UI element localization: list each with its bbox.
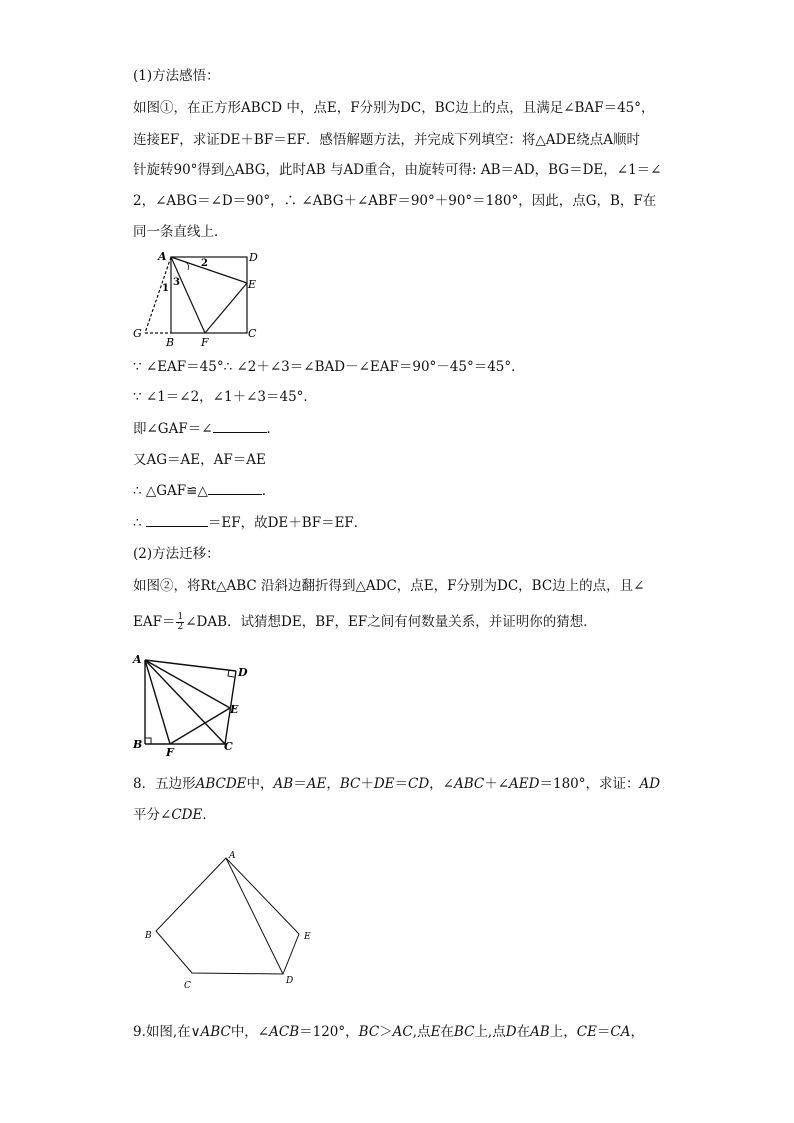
step3-line	[133, 418, 280, 439]
section2-line2-suffix: ∠DAB．试猜想DE，BF，EF之间有何数量关系，并证明你的猜想．	[185, 614, 597, 630]
segment-ef	[170, 708, 230, 744]
figure2-kite-diagram	[128, 650, 252, 758]
p9-math: AC	[392, 1024, 413, 1040]
label-a: A	[158, 250, 167, 263]
right-angle-mark-b	[145, 738, 151, 744]
section1-text-line2: 连接EF，求证DE＋BF＝EF．感悟解题方法，并完成下列填空：将△ADE绕点A顺时	[133, 132, 640, 148]
diagonal-ad	[226, 858, 283, 974]
label-e: E	[248, 278, 257, 291]
p9-text: 9.如图,在	[133, 1024, 191, 1040]
figure3-pentagon-diagram	[140, 845, 320, 995]
section1-heading: (1)方法感悟：	[133, 68, 220, 84]
p9-math: CE	[576, 1024, 597, 1040]
p9-text: ＝	[596, 1024, 611, 1040]
label-c: C	[184, 981, 191, 991]
p9-text: ，	[630, 1024, 645, 1040]
p8-math: AD	[639, 776, 661, 792]
problem8-line2	[133, 805, 216, 825]
p8-math: DE	[373, 776, 395, 792]
p8-text: 8．五边形	[133, 776, 196, 792]
label-e: E	[304, 932, 311, 942]
answer-blank-2[interactable]	[208, 480, 262, 495]
section2-text-line1: 如图②，将Rt△ABC 沿斜边翻折得到△ADC，点E，F分别为DC，BC边上的点，且∠	[133, 578, 645, 594]
section2-text-line2	[133, 612, 597, 632]
segment-ag	[145, 257, 171, 333]
p9-math: D	[505, 1024, 517, 1040]
p9-text: 上,点	[474, 1024, 506, 1040]
p8-text: 中，	[246, 776, 274, 792]
p9-text: 上，	[549, 1024, 577, 1040]
segment-af	[171, 257, 205, 333]
step4-text: 又AG＝AE，AF＝AE	[133, 452, 266, 468]
section1-text-line4: 2，∠ABG＝∠D＝90°，∴ ∠ABG＋∠ABF＝90°＋90°＝180°，因此，点G，B，F在	[133, 193, 657, 209]
p8-text: ，∠	[429, 776, 454, 792]
label-e: E	[230, 703, 239, 716]
p8-text: ，	[326, 776, 340, 792]
p8-math: CD	[408, 776, 430, 792]
p9-math: BC	[453, 1024, 475, 1040]
p8-math: CDE	[171, 807, 203, 823]
p8-math: AB	[273, 776, 294, 792]
section1-text-line3: 针旋转90°得到△ABG，此时AB 与AD重合，由旋转可得: AB＝AD，BG＝DE，∠1＝∠	[133, 162, 662, 178]
label-a: A	[229, 851, 236, 861]
p9-math: BC	[358, 1024, 380, 1040]
label-g: G	[133, 327, 142, 340]
p8-math: AE	[306, 776, 327, 792]
p9-text: 在	[440, 1024, 454, 1040]
p9-text: ＞	[379, 1024, 393, 1040]
label-f: F	[201, 336, 209, 349]
problem8-line1	[133, 774, 660, 794]
p9-math: ∨ABC	[190, 1024, 231, 1040]
p8-text: ＋∠	[484, 776, 510, 792]
step5-line	[133, 480, 275, 501]
step3-prefix: 即∠GAF＝∠	[133, 421, 213, 437]
label-b: B	[145, 931, 152, 941]
step1-text: ∵ ∠EAF＝45°∴ ∠2＋∠3＝∠BAD－∠EAF＝90°－45°＝45°．	[133, 359, 525, 375]
fraction-denominator: 2	[177, 622, 184, 632]
p8-math: ABCDE	[195, 776, 247, 792]
label-angle-1: 1	[162, 283, 169, 294]
section1-text-line1: 如图①，在正方形ABCD 中，点E，F分别为DC，BC边上的点，且满足∠BAF＝45°，	[133, 100, 655, 116]
p9-text: ＝120°，	[299, 1024, 359, 1040]
fraction-one-half	[176, 613, 184, 632]
step3-suffix: ．	[266, 421, 281, 437]
problem9-line1	[133, 1022, 644, 1042]
answer-blank-1[interactable]	[213, 418, 267, 433]
p8-math: BC	[339, 776, 361, 792]
p9-text: ,点	[412, 1024, 431, 1040]
label-d: D	[238, 666, 248, 679]
p8-text: 平分∠	[133, 807, 172, 823]
label-c: C	[248, 327, 257, 340]
section2-heading: (2)方法迁移：	[133, 546, 220, 562]
square-abcd	[171, 257, 247, 333]
label-a: A	[133, 653, 142, 666]
section1-text-line5: 同一条直线上．	[133, 224, 228, 240]
p9-math: E	[430, 1024, 441, 1040]
label-angle-3: 3	[173, 277, 180, 288]
step6-suffix: ＝EF，故DE＋BF＝EF．	[207, 515, 368, 531]
segment-ef	[205, 283, 247, 333]
p8-text: ＋	[360, 776, 374, 792]
label-d: D	[286, 976, 294, 986]
p9-math: CA	[610, 1024, 631, 1040]
p9-math: ACB	[269, 1024, 300, 1040]
fraction-numerator: 1	[177, 612, 184, 622]
label-angle-2: 2	[201, 258, 208, 269]
answer-blank-3[interactable]	[146, 512, 208, 527]
segment-ad	[145, 660, 236, 671]
p8-text: ＝180°，求证：	[539, 776, 640, 792]
p8-text: ．	[202, 807, 216, 823]
pentagon-abcde	[156, 858, 299, 974]
label-b: B	[166, 336, 175, 349]
p9-math: AB	[530, 1024, 550, 1040]
p8-text: ＝	[394, 776, 409, 792]
step2-text: ∵ ∠1＝∠2，∠1＋∠3＝45°．	[133, 389, 317, 405]
figure1-square-diagram	[128, 246, 268, 350]
p8-math: ABC	[453, 776, 485, 792]
p9-text: 中，∠	[230, 1024, 270, 1040]
label-b: B	[133, 738, 143, 751]
step5-suffix: ．	[261, 483, 276, 499]
section2-line2-prefix: EAF＝	[133, 614, 176, 630]
segment-ae	[171, 257, 247, 283]
step6-prefix: ∴	[133, 515, 146, 531]
step6-line	[133, 512, 367, 533]
step5-prefix: ∴ △GAF≌△	[133, 483, 208, 499]
p8-math: AED	[509, 776, 540, 792]
label-c: C	[224, 740, 233, 753]
p9-text: 在	[516, 1024, 531, 1040]
label-d: D	[249, 251, 258, 264]
p8-text: ＝	[293, 776, 307, 792]
label-f: F	[166, 746, 174, 758]
